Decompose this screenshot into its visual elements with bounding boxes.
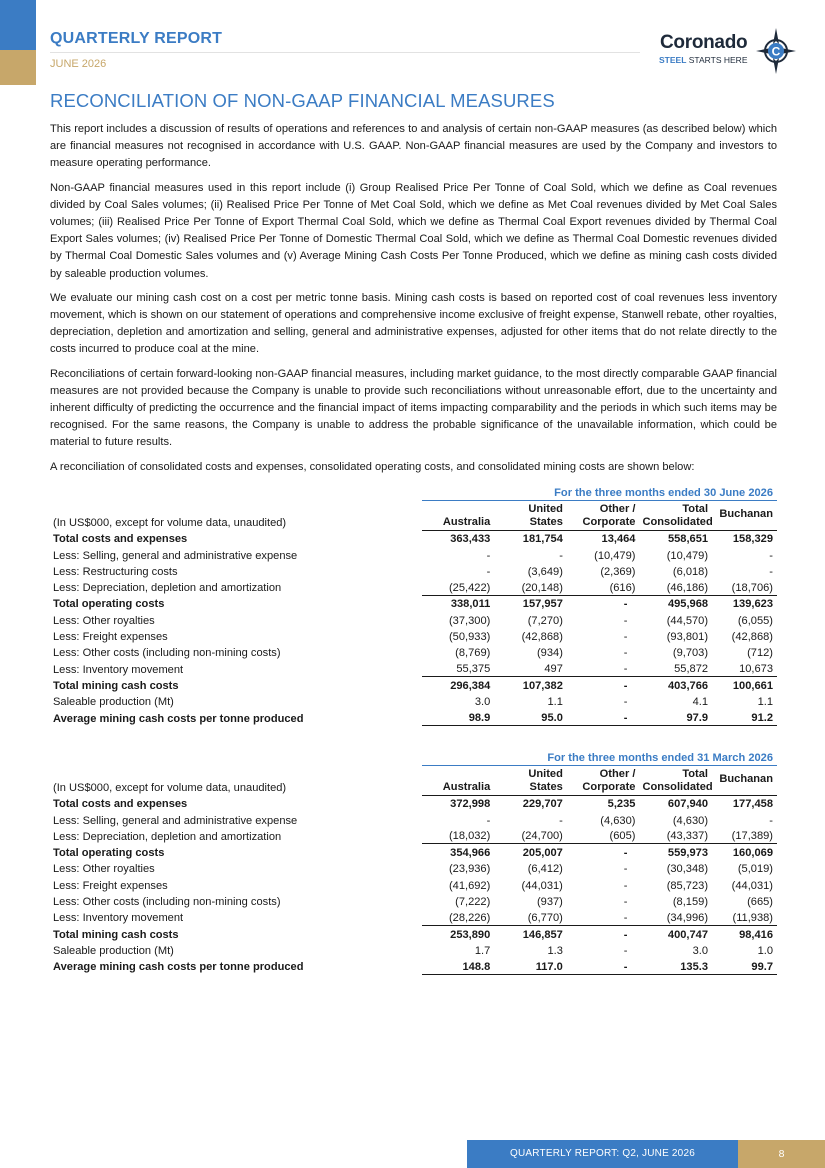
table-row: [50, 909, 777, 925]
period-title: For the three months ended 30 June 2026: [422, 482, 777, 500]
cell-united-states: -: [559, 814, 563, 827]
table-row: [50, 530, 777, 546]
footer-report-label: QUARTERLY REPORT: Q2, JUNE 2026: [467, 1140, 738, 1168]
report-date: JUNE 2026: [50, 58, 107, 70]
cell-united-states: (6,412): [527, 863, 563, 876]
table-row: [50, 893, 777, 909]
cell-other-corporate: -: [567, 709, 640, 725]
cell-australia: (8,769): [455, 647, 491, 660]
col-buchanan: Buchanan: [712, 765, 777, 795]
col-other-corporate: Other / Corporate: [567, 500, 640, 530]
cell-other-corporate: -: [567, 595, 640, 611]
cell-other-corporate: -: [623, 663, 628, 676]
cell-united-states: 205,007: [494, 844, 567, 860]
page-heading: RECONCILIATION OF NON-GAAP FINANCIAL MEASURES: [50, 90, 555, 111]
table-row: [50, 811, 777, 827]
table-row: [50, 860, 777, 876]
cell-united-states: 157,957: [494, 595, 567, 611]
cell-buchanan: -: [769, 814, 773, 827]
report-title: QUARTERLY REPORT: [50, 30, 223, 47]
cell-buchanan: (712): [747, 647, 773, 660]
cell-australia: 372,998: [450, 798, 491, 811]
cell-australia: 98.9: [422, 709, 495, 725]
table-row: [50, 828, 777, 844]
table-row: [50, 546, 777, 562]
row-label: Less: Depreciation, depletion and amortization: [53, 582, 282, 595]
row-label: Less: Inventory movement: [53, 912, 184, 925]
row-label: Saleable production (Mt): [53, 944, 174, 957]
cell-total-consolidated: (8,159): [672, 896, 709, 909]
row-label: Average mining cash costs per tonne produced: [53, 712, 304, 725]
row-label: Total costs and expenses: [53, 798, 188, 811]
cell-australia: (41,692): [448, 879, 491, 892]
col-australia: Australia: [422, 500, 495, 530]
cell-australia: (18,032): [448, 830, 491, 843]
cell-buchanan: (44,031): [731, 879, 773, 892]
table-row: [50, 942, 777, 958]
cell-buchanan: (18,706): [731, 581, 773, 594]
cell-australia: -: [486, 565, 491, 578]
reconciliation-table-june: [50, 482, 777, 726]
table-row: [50, 644, 777, 660]
cell-other-corporate: -: [623, 614, 628, 627]
col-australia: Australia: [422, 765, 495, 795]
header-divider: [50, 52, 640, 53]
cell-total-consolidated: 400,747: [639, 925, 712, 941]
cell-australia: -: [486, 814, 491, 827]
cell-total-consolidated: 558,651: [667, 533, 709, 546]
col-total-consolidated: Total Consolidated: [639, 765, 712, 795]
cell-other-corporate: -: [623, 911, 628, 924]
cell-buchanan: 100,661: [712, 677, 777, 693]
cell-united-states: (7,270): [527, 614, 563, 627]
cell-australia: (23,936): [448, 863, 491, 876]
table-row: [50, 709, 777, 725]
cell-other-corporate: -: [623, 631, 628, 644]
cell-united-states: 95.0: [494, 709, 567, 725]
period-title: For the three months ended 31 March 2026: [422, 747, 777, 765]
cell-total-consolidated: (30,348): [666, 863, 709, 876]
table-row: [50, 925, 777, 941]
col-buchanan: Buchanan: [712, 500, 777, 530]
units-label: (In US$000, except for volume data, unaudited): [53, 781, 287, 794]
cell-other-corporate: -: [623, 863, 628, 876]
table-row: [50, 958, 777, 974]
cell-united-states: 107,382: [494, 677, 567, 693]
row-label: Less: Inventory movement: [53, 663, 184, 676]
row-label: Less: Freight expenses: [53, 879, 168, 892]
cell-other-corporate: -: [623, 696, 628, 709]
row-label: Total mining cash costs: [53, 928, 179, 941]
cell-other-corporate: (2,369): [600, 565, 636, 578]
units-label: (In US$000, except for volume data, unaudited): [53, 516, 287, 529]
cell-buchanan: -: [769, 565, 773, 578]
table-row: [50, 795, 777, 811]
cell-total-consolidated: 97.9: [639, 709, 712, 725]
row-label: Less: Freight expenses: [53, 631, 168, 644]
cell-other-corporate: -: [567, 925, 640, 941]
paragraph-overview: This report includes a discussion of results of operations and references to and analysis of certain non-GAAP measures (as described below) which are financial measures not recognised in accordance with U.S. GAAP. Non-GAAP financial measures are used by the Company and investors to measure operating performance.: [50, 123, 777, 170]
cell-buchanan: (665): [747, 896, 773, 909]
cell-united-states: -: [559, 549, 563, 562]
col-other-corporate: Other / Corporate: [567, 765, 640, 795]
cell-other-corporate: 13,464: [601, 533, 636, 546]
col-united-states: United States: [494, 765, 567, 795]
cell-total-consolidated: (34,996): [666, 911, 709, 924]
intro-text: [50, 121, 777, 483]
table-row: [50, 579, 777, 595]
cell-australia: 55,375: [456, 663, 491, 676]
col-total-consolidated: Total Consolidated: [639, 500, 712, 530]
cell-united-states: (934): [536, 647, 563, 660]
cell-other-corporate: -: [567, 958, 640, 974]
cell-united-states: 1.3: [547, 944, 563, 957]
cell-united-states: (3,649): [527, 565, 563, 578]
row-label: Less: Other royalties: [53, 863, 155, 876]
period-header-row: [50, 747, 777, 765]
cell-australia: 3.0: [474, 696, 491, 709]
paragraph-forward-looking: Reconciliations of certain forward-looking non-GAAP financial measures, including market guidance, to the most directly comparable GAAP financial measures are not provided because the Company is unable to provide such reconciliations without unreasonable effort, due to the uncertainty and inherent difficulty of predicting the occurrence and the financial impact of items impacting comparability and the periods in which such items may be recognised. For the same reasons, the Company is unable to address the probable significance of the unavailable information, which could be material to future results.: [50, 367, 777, 449]
table-row: [50, 563, 777, 579]
cell-total-consolidated: 55,872: [674, 663, 709, 676]
table-row: [50, 628, 777, 644]
cell-other-corporate: -: [623, 944, 628, 957]
cell-united-states: (24,700): [521, 830, 563, 843]
cell-total-consolidated: (10,479): [666, 549, 709, 562]
cell-total-consolidated: (9,703): [672, 647, 709, 660]
cell-australia: 296,384: [422, 677, 495, 693]
cell-buchanan: 1.0: [757, 944, 773, 957]
cell-united-states: (44,031): [521, 879, 563, 892]
table-row: [50, 677, 777, 693]
cell-buchanan: 98,416: [712, 925, 777, 941]
cell-australia: (28,226): [448, 911, 491, 924]
cell-buchanan: 139,623: [712, 595, 777, 611]
cell-buchanan: 1.1: [757, 696, 773, 709]
cell-other-corporate: 5,235: [607, 798, 636, 811]
row-label: Total operating costs: [53, 598, 165, 611]
table-body-june: [50, 482, 777, 726]
cell-united-states: (42,868): [521, 631, 563, 644]
cell-australia: (50,933): [448, 631, 491, 644]
cell-total-consolidated: (44,570): [666, 614, 709, 627]
cell-total-consolidated: 4.1: [692, 696, 709, 709]
cell-other-corporate: (605): [609, 830, 636, 843]
cell-buchanan: 177,458: [732, 798, 773, 811]
side-accent-gold: [0, 50, 36, 85]
logo-mark-letter: C: [771, 44, 781, 59]
cell-other-corporate: -: [623, 647, 628, 660]
paragraph-mining-cost: We evaluate our mining cash cost on a cost per metric tonne basis. Mining cash costs is based on reported cost of coal revenues less inventory movement, which is shown on our statement of operations and comprehensive income exclusive of freight expense, Stanwell rebate, other royalties, depreciation, depletion and amortization and selling, general and administrative expenses, adjusted for other items that do not relate directly to the costs incurred to produce coal at the mine.: [50, 291, 777, 356]
reconciliation-table-march: [50, 747, 777, 975]
cell-buchanan: (5,019): [737, 863, 773, 876]
cell-united-states: (937): [536, 896, 563, 909]
cell-total-consolidated: 607,940: [667, 798, 709, 811]
row-label: Less: Depreciation, depletion and amortization: [53, 830, 282, 843]
cell-total-consolidated: 559,973: [639, 844, 712, 860]
row-label: Saleable production (Mt): [53, 696, 174, 709]
table-body-march: [50, 747, 777, 974]
table-row: [50, 844, 777, 860]
cell-total-consolidated: (4,630): [672, 814, 709, 827]
side-accent-blue: [0, 0, 36, 50]
table-row: [50, 693, 777, 709]
cell-total-consolidated: (93,801): [666, 631, 709, 644]
cell-united-states: 117.0: [494, 958, 567, 974]
cell-buchanan: (6,055): [737, 614, 773, 627]
table-row: [50, 660, 777, 676]
row-label: Less: Selling, general and administrative expense: [53, 814, 298, 827]
cell-total-consolidated: (6,018): [672, 565, 709, 578]
cell-australia: (37,300): [448, 614, 491, 627]
row-label: Less: Selling, general and administrative expense: [53, 549, 298, 562]
cell-buchanan: 160,069: [712, 844, 777, 860]
cell-united-states: (6,770): [527, 911, 563, 924]
paragraph-reconciliation-intro: A reconciliation of consolidated costs and expenses, consolidated operating costs, and consolidated mining costs are shown below:: [50, 460, 695, 473]
cell-united-states: 229,707: [522, 798, 563, 811]
table-row: [50, 611, 777, 627]
row-label: Total mining cash costs: [53, 679, 179, 692]
cell-total-consolidated: 495,968: [639, 595, 712, 611]
row-label: Less: Restructuring costs: [53, 565, 178, 578]
table-row: [50, 876, 777, 892]
cell-total-consolidated: 403,766: [639, 677, 712, 693]
logo-tagline-bold: STEEL: [659, 55, 687, 65]
cell-total-consolidated: 3.0: [692, 944, 709, 957]
cell-buchanan: (42,868): [731, 631, 773, 644]
cell-buchanan: (11,938): [732, 911, 773, 924]
cell-other-corporate: (10,479): [594, 549, 636, 562]
period-header-row: [50, 482, 777, 500]
cell-australia: 338,011: [422, 595, 495, 611]
logo-tagline-rest: STARTS HERE: [686, 55, 748, 65]
cell-other-corporate: -: [623, 879, 628, 892]
cell-total-consolidated: 135.3: [639, 958, 712, 974]
coronado-logo: [655, 28, 795, 76]
cell-australia: 148.8: [422, 958, 495, 974]
cell-buchanan: 99.7: [712, 958, 777, 974]
cell-buchanan: 10,673: [739, 663, 773, 676]
row-label: Total costs and expenses: [53, 533, 188, 546]
column-header-row: [50, 765, 777, 795]
logo-tagline: [659, 55, 748, 65]
cell-united-states: 497: [544, 663, 563, 676]
cell-australia: 1.7: [474, 944, 491, 957]
cell-other-corporate: (4,630): [600, 814, 636, 827]
logo-wordmark: Coronado: [660, 32, 748, 53]
cell-total-consolidated: (46,186): [666, 581, 709, 594]
cell-buchanan: (17,389): [731, 830, 773, 843]
cell-australia: (7,222): [455, 896, 491, 909]
row-label: Average mining cash costs per tonne produced: [53, 961, 304, 974]
cell-total-consolidated: (85,723): [666, 879, 709, 892]
cell-united-states: 1.1: [547, 696, 563, 709]
cell-australia: (25,422): [448, 581, 491, 594]
cell-other-corporate: -: [567, 844, 640, 860]
table-row: [50, 595, 777, 611]
cell-australia: 363,433: [450, 533, 491, 546]
cell-buchanan: 91.2: [712, 709, 777, 725]
cell-other-corporate: (616): [609, 581, 636, 594]
row-label: Less: Other royalties: [53, 614, 155, 627]
cell-united-states: (20,148): [521, 581, 563, 594]
paragraph-measures: Non-GAAP financial measures used in this report include (i) Group Realised Price Per Tonne of Coal Sold, which we define as Coal revenues divided by Coal Sales volumes; (ii) Realised Price Per Tonne of Met Coal Sold, which we define as Met Coal revenues divided by Met Coal Sales volumes; (iii) Realised Price Per Tonne of Export Thermal Coal Sold, which we define as Thermal Coal Export revenues divided by Thermal Coal Export Sales volumes; (iv) Realised Price Per Tonne of Domestic Thermal Coal Sold, which we define as Thermal Coal Domestic revenues divided by Thermal Coal Domestic Sales volumes and (v) Average Mining Cash Costs Per Tonne Produced, which we define as mining cash costs divided by saleable production volumes.: [50, 181, 777, 280]
column-header-row: [50, 500, 777, 530]
page-number: 8: [738, 1140, 825, 1168]
cell-other-corporate: -: [567, 677, 640, 693]
cell-other-corporate: -: [623, 896, 628, 909]
cell-australia: -: [486, 549, 491, 562]
cell-buchanan: -: [769, 549, 773, 562]
cell-united-states: 146,857: [494, 925, 567, 941]
row-label: Less: Other costs (including non-mining costs): [53, 896, 281, 909]
cell-total-consolidated: (43,337): [666, 830, 709, 843]
cell-buchanan: 158,329: [732, 533, 773, 546]
row-label: Total operating costs: [53, 847, 165, 860]
compass-icon: [756, 28, 796, 74]
row-label: Less: Other costs (including non-mining costs): [53, 647, 281, 660]
col-united-states: United States: [494, 500, 567, 530]
cell-australia: 253,890: [422, 925, 495, 941]
cell-australia: 354,966: [422, 844, 495, 860]
cell-united-states: 181,754: [522, 533, 563, 546]
